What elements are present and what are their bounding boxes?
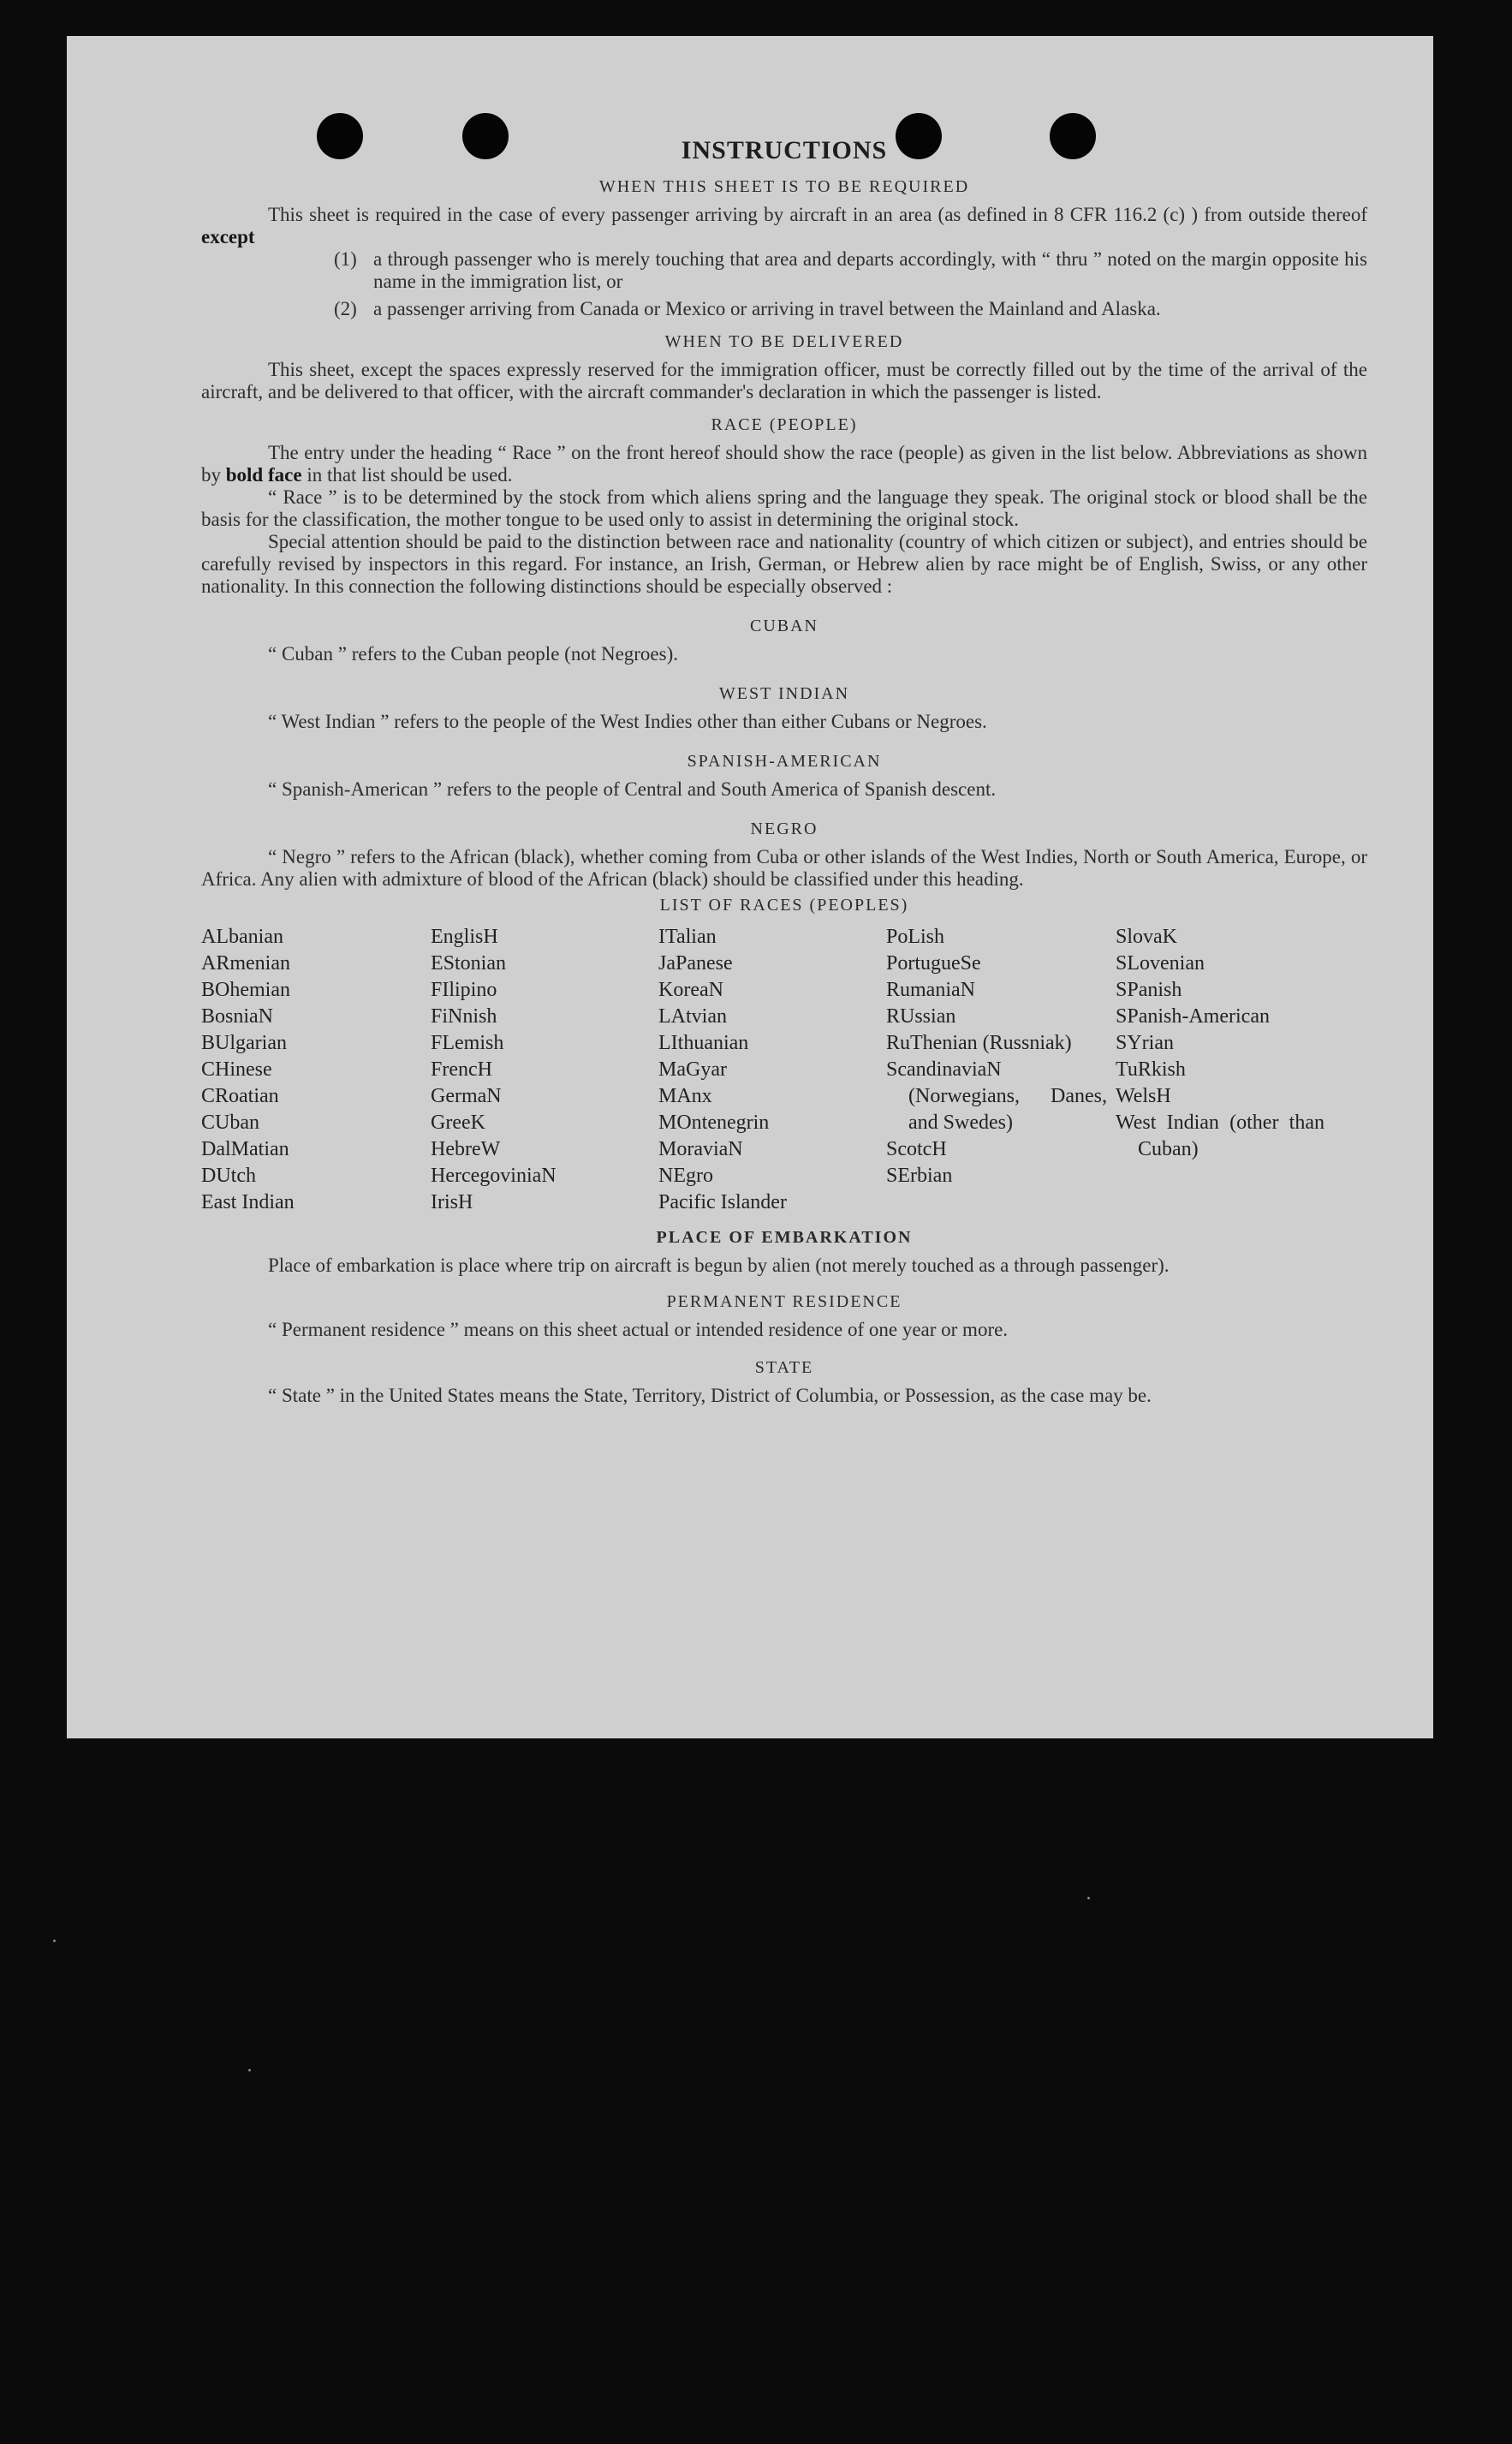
race-entry: NEgro	[658, 1165, 713, 1187]
section-heading-cuban: CUBAN	[749, 617, 819, 635]
race-entry: JaPanese	[658, 952, 733, 975]
item-text: a through passenger who is merely touching that area and departs accordingly, with “ thru ” noted on the margin opposite his name in the immigration list, or	[373, 248, 1367, 292]
race-entry: BUlgarian	[201, 1032, 287, 1054]
race-entry: SPanish	[1116, 979, 1182, 1001]
race-list	[201, 924, 1367, 1216]
place-of-embarkation-text: Place of embarkation is place where trip on aircraft is begun by alien (not merely touched as a through passenger).	[268, 1255, 1170, 1276]
race-entry: IrisH	[431, 1191, 473, 1213]
item-number: (2)	[334, 298, 357, 319]
race-entry: SYrian	[1116, 1032, 1174, 1054]
race-entry: BosniaN	[201, 1005, 273, 1028]
race-entry: GreeK	[431, 1112, 485, 1134]
race-entry: FiNnish	[431, 1005, 497, 1028]
when-delivered-text: This sheet, except the spaces expressly reserved for the immigration officer, must be correctly filled out by the time of the arrival of the aircraft, and be delivered to that officer, with the aircraft commander's declaration in which the passenger is listed.	[201, 359, 1367, 402]
race-entry: CHinese	[201, 1058, 272, 1081]
race-entry: DalMatian	[201, 1138, 289, 1160]
section-heading-permanent-residence: PERMANENT RESIDENCE	[666, 1292, 902, 1311]
spanish-american-text: “ Spanish-American ” refers to the people of Central and South America of Spanish descent.	[268, 778, 997, 800]
section-heading-spanish-american: SPANISH-AMERICAN	[687, 752, 882, 771]
section-heading-place-of-embarkation: PLACE OF EMBARKATION	[656, 1228, 913, 1247]
race-entry: EStonian	[431, 952, 506, 975]
section-heading-state: STATE	[754, 1358, 814, 1377]
race-entry: MoraviaN	[658, 1138, 743, 1160]
bold-face-emphasis: bold face	[225, 464, 302, 486]
race-paragraph-3: Special attention should be paid to the distinction between race and nationality (country of which citizen or subject), and entries should be carefully revised by inspectors in this regard. For instance, an Irish, German, or Hebrew alien by race might be of English, Swiss, or any other nationality. In this connection the following distinctions should be especially observed :	[201, 531, 1367, 597]
list-item	[334, 248, 1367, 293]
item-text: a passenger arriving from Canada or Mexico or arriving in travel between the Mainland and Alaska.	[373, 298, 1161, 319]
race-column	[431, 924, 658, 1216]
cuban-text: “ Cuban ” refers to the Cuban people (not Negroes).	[268, 643, 679, 665]
race-entry: BOhemian	[201, 979, 290, 1001]
race-paragraph-2: “ Race ” is to be determined by the stock from which aliens spring and the language they speak. The original stock or blood shall be the basis for the classification, the mother tongue to be used only to assist in determining the original stock.	[201, 486, 1367, 530]
section-heading-race: RACE (PEOPLE)	[711, 415, 858, 434]
race-entry: SLovenian	[1116, 952, 1205, 975]
race-column	[886, 924, 1116, 1216]
race-entry: GermaN	[431, 1085, 502, 1107]
race-entry: ALbanian	[201, 926, 283, 948]
race-entry: FLemish	[431, 1032, 504, 1054]
race-entry: LAtvian	[658, 1005, 727, 1028]
race-entry: ITalian	[658, 926, 717, 948]
race-column	[201, 924, 431, 1216]
film-speck	[1087, 1897, 1090, 1899]
race-entry: SErbian	[886, 1165, 953, 1187]
document-body	[201, 136, 1367, 1407]
race-entry: RumaniaN	[886, 979, 975, 1001]
except-emphasis: except	[201, 226, 255, 247]
race-entry: DUtch	[201, 1165, 256, 1187]
race-entry: HercegoviniaN	[431, 1165, 557, 1187]
permanent-residence-text: “ Permanent residence ” means on this sheet actual or intended residence of one year or more.	[268, 1319, 1009, 1340]
race-entry: CRoatian	[201, 1085, 279, 1107]
race-entry: East Indian	[201, 1191, 295, 1213]
race-entry: MaGyar	[658, 1058, 727, 1081]
negro-text: “ Negro ” refers to the African (black), whether coming from Cuba or other islands of the West Indies, North or South America, Europe, or Africa. Any alien with admixture of blood of the African (black) should be classified under this heading.	[201, 846, 1367, 890]
race-entry: FIlipino	[431, 979, 497, 1001]
film-speck	[53, 1940, 56, 1942]
race-entry: Pacific Islander	[658, 1191, 787, 1213]
page-title: INSTRUCTIONS	[681, 136, 888, 164]
state-text: “ State ” in the United States means the State, Territory, District of Columbia, or Possession, as the case may be.	[268, 1385, 1152, 1406]
when-required-intro: This sheet is required in the case of every passenger arriving by aircraft in an area (as defined in 8 CFR 116.2 (c) ) from outside thereof except	[201, 204, 1367, 247]
section-heading-when-required: WHEN THIS SHEET IS TO BE REQUIRED	[598, 177, 970, 196]
section-heading-when-delivered: WHEN TO BE DELIVERED	[664, 332, 904, 351]
race-entry: EnglisH	[431, 926, 498, 948]
film-speck	[248, 2069, 251, 2071]
race-entry: LIthuanian	[658, 1032, 749, 1054]
race-entry: HebreW	[431, 1138, 501, 1160]
section-heading-list-of-races: LIST OF RACES (PEOPLES)	[659, 896, 909, 915]
race-entry: MOntenegrin	[658, 1112, 770, 1134]
west-indian-text: “ West Indian ” refers to the people of the West Indies other than either Cubans or Negroes.	[268, 711, 987, 732]
race-entry: West Indian (other than Cuban)	[1116, 1112, 1324, 1160]
race-entry: SPanish-American	[1116, 1005, 1270, 1028]
section-heading-negro: NEGRO	[750, 820, 819, 838]
item-number: (1)	[334, 248, 357, 270]
race-entry: FrencH	[431, 1058, 492, 1081]
race-entry: RuThenian (Russniak)	[886, 1032, 1072, 1054]
race-column	[1116, 924, 1364, 1216]
race-entry: CUban	[201, 1112, 259, 1134]
race-paragraph-1: The entry under the heading “ Race ” on the front hereof should show the race (people) as given in the list below. Abbreviations as shown by bold face in that list should be used.	[201, 442, 1367, 486]
race-entry: PortugueSe	[886, 952, 981, 975]
section-heading-west-indian: WEST INDIAN	[718, 684, 850, 703]
race-entry: PoLish	[886, 926, 945, 948]
race-entry: ARmenian	[201, 952, 290, 975]
list-item	[334, 298, 1367, 320]
race-entry: WelsH	[1116, 1085, 1171, 1107]
instruction-sheet	[67, 36, 1433, 1738]
race-entry: TuRkish	[1116, 1058, 1186, 1081]
race-entry: ScandinaviaN (Norwegians, Danes, and Swedes)	[886, 1058, 1107, 1134]
race-entry: ScotcH	[886, 1138, 947, 1160]
race-entry: MAnx	[658, 1085, 712, 1107]
race-entry: KoreaN	[658, 979, 723, 1001]
race-column	[658, 924, 886, 1216]
race-entry: SlovaK	[1116, 926, 1177, 948]
race-entry: RUssian	[886, 1005, 956, 1028]
